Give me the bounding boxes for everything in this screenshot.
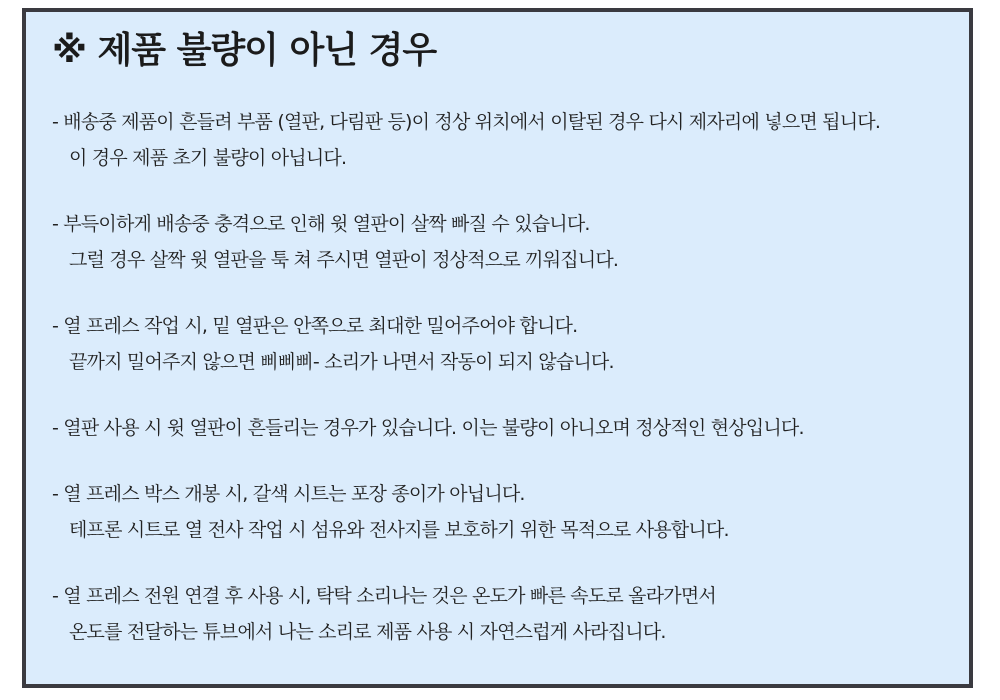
notice-title: ※ 제품 불량이 아닌 경우 xyxy=(52,30,437,71)
notice-line-continued: 온도를 전달하는 튜브에서 나는 소리로 제품 사용 시 자연스럽게 사라집니다. xyxy=(69,621,666,643)
notice-item xyxy=(52,206,880,278)
notice-line: - 부득이하게 배송중 충격으로 인해 윗 열판이 살짝 빠질 수 있습니다. xyxy=(52,213,590,235)
notice-line: - 열판 사용 시 윗 열판이 흔들리는 경우가 있습니다. 이는 불량이 아니오며 정상적인 현상입니다. xyxy=(52,417,804,439)
notice-line-continued: 그럴 경우 살짝 윗 열판을 툭 쳐 주시면 열판이 정상적으로 끼워집니다. xyxy=(69,249,619,271)
notice-line: - 열 프레스 작업 시, 밑 열판은 안쪽으로 최대한 밀어주어야 합니다. xyxy=(52,315,578,337)
notice-line-continued: 끝까지 밀어주지 않으면 삐삐삐- 소리가 나면서 작동이 되지 않습니다. xyxy=(69,351,614,373)
notice-line: - 열 프레스 전원 연결 후 사용 시, 탁탁 소리나는 것은 온도가 빠른 속도로 올라가면서 xyxy=(52,585,716,607)
notice-item xyxy=(52,476,880,548)
notice-line-continued: 이 경우 제품 초기 불량이 아닙니다. xyxy=(69,147,347,169)
notice-list xyxy=(52,104,880,680)
notice-line: - 배송중 제품이 흔들려 부품 (열판, 다림판 등)이 정상 위치에서 이탈된 경우 다시 제자리에 넣으면 됩니다. xyxy=(52,111,881,133)
notice-item xyxy=(52,578,880,650)
notice-item xyxy=(52,104,880,176)
notice-item xyxy=(52,410,880,446)
notice-item xyxy=(52,308,880,380)
notice-line: - 열 프레스 박스 개봉 시, 갈색 시트는 포장 종이가 아닙니다. xyxy=(52,483,525,505)
notice-box xyxy=(22,8,973,688)
notice-line-continued: 테프론 시트로 열 전사 작업 시 섬유와 전사지를 보호하기 위한 목적으로 사용합니다. xyxy=(69,519,729,541)
